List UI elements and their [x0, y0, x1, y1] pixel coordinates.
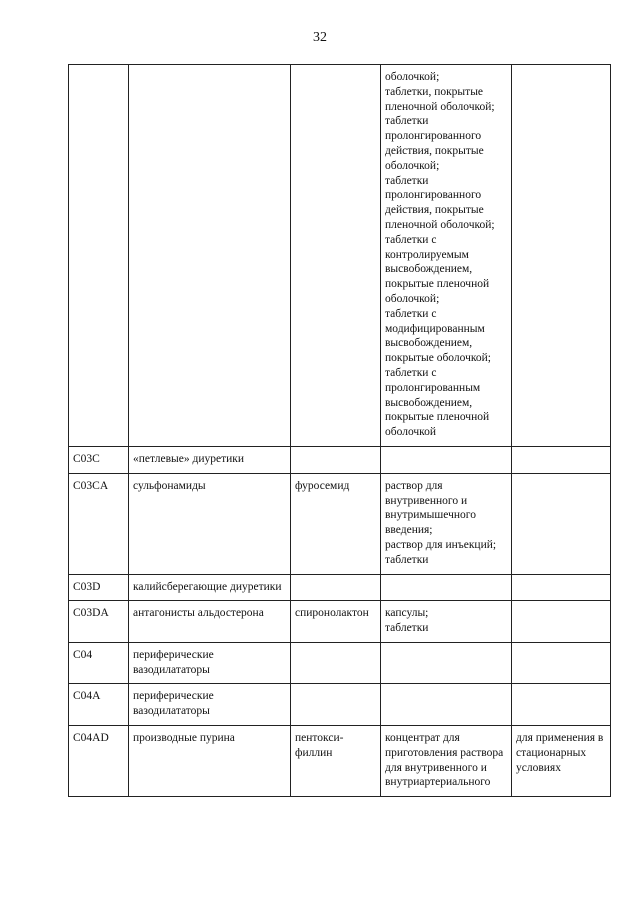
atc-code-cell-text: C03CA	[73, 479, 109, 492]
atc-code-cell-text: C03DA	[73, 607, 109, 620]
group-name-cell-text: производные пурина	[133, 732, 235, 745]
dosage-form-cell-text: раствор для внутривенного и внутримышечного введения; раствор для инъекций; таблетки	[385, 479, 497, 566]
dosage-form-cell	[381, 574, 512, 601]
atc-code-cell-text: C03D	[73, 580, 101, 593]
substance-cell-text: спиронолактон	[295, 607, 369, 620]
page-number: 32	[313, 30, 327, 45]
group-name-cell	[129, 65, 291, 447]
atc-code-cell	[69, 642, 129, 684]
table-row	[69, 446, 611, 473]
note-cell	[512, 473, 611, 574]
substance-cell	[291, 642, 381, 684]
note-cell	[512, 642, 611, 684]
table-row	[69, 574, 611, 601]
group-name-cell-text: сульфонамиды	[133, 479, 206, 492]
dosage-form-cell	[381, 601, 512, 643]
dosage-form-cell-text: оболочкой; таблетки, покрытые пленочной оболочкой; таблетки пролонгированного действия, покрытые оболочкой; таблетки пролонгированного действия, покрытые пленочной оболочкой; таблетки с контролируемым высвобождением, покрытые пленочной оболочкой; таблетки с модифицированным высвобождением, покрытые оболочкой; таблетки с пролонгированным высвобождением, покрытые пленочной оболочкой	[385, 71, 495, 439]
atc-code-cell-text: C04AD	[73, 732, 109, 745]
substance-cell	[291, 446, 381, 473]
group-name-cell-text: периферические вазодилататоры	[133, 690, 214, 718]
substance-cell	[291, 473, 381, 574]
note-cell	[512, 446, 611, 473]
group-name-cell	[129, 684, 291, 726]
dosage-form-cell	[381, 473, 512, 574]
dosage-form-cell	[381, 65, 512, 447]
group-name-cell	[129, 574, 291, 601]
note-cell	[512, 65, 611, 447]
atc-code-cell-text: C04A	[73, 690, 101, 703]
group-name-cell	[129, 601, 291, 643]
substance-cell	[291, 574, 381, 601]
table-row	[69, 726, 611, 797]
note-cell-text: для применения в стационарных условиях	[516, 732, 604, 774]
table-row	[69, 684, 611, 726]
table-row	[69, 601, 611, 643]
dosage-form-cell-text: концентрат для приготовления раствора для внутривенного и внутриартериального	[385, 732, 504, 789]
table-row	[69, 473, 611, 574]
group-name-cell-text: «петлевые» диуретики	[133, 452, 245, 465]
atc-code-cell	[69, 574, 129, 601]
atc-code-cell	[69, 684, 129, 726]
dosage-form-cell	[381, 446, 512, 473]
note-cell	[512, 574, 611, 601]
substance-cell	[291, 601, 381, 643]
atc-code-cell	[69, 65, 129, 447]
substance-cell	[291, 684, 381, 726]
dosage-form-cell-text: капсулы; таблетки	[385, 607, 429, 635]
note-cell	[512, 726, 611, 797]
group-name-cell	[129, 642, 291, 684]
group-name-cell-text: калийсберегающие диуретики	[133, 580, 282, 593]
dosage-form-cell	[381, 726, 512, 797]
group-name-cell-text: антагонисты альдостерона	[133, 607, 264, 620]
group-name-cell	[129, 726, 291, 797]
table-row	[69, 65, 611, 447]
drug-table	[68, 64, 611, 797]
group-name-cell	[129, 446, 291, 473]
dosage-form-cell	[381, 684, 512, 726]
group-name-cell	[129, 473, 291, 574]
dosage-form-cell	[381, 642, 512, 684]
drug-table-body	[69, 65, 611, 797]
atc-code-cell	[69, 601, 129, 643]
group-name-cell-text: периферические вазодилататоры	[133, 648, 214, 676]
substance-cell-text: пентокси- филлин	[295, 732, 344, 759]
substance-cell	[291, 726, 381, 797]
note-cell	[512, 684, 611, 726]
atc-code-cell-text: C04	[73, 648, 93, 661]
atc-code-cell	[69, 446, 129, 473]
table-row	[69, 642, 611, 684]
atc-code-cell	[69, 473, 129, 574]
atc-code-cell	[69, 726, 129, 797]
substance-cell	[291, 65, 381, 447]
substance-cell-text: фуросемид	[295, 479, 350, 492]
atc-code-cell-text: C03C	[73, 452, 100, 465]
note-cell	[512, 601, 611, 643]
